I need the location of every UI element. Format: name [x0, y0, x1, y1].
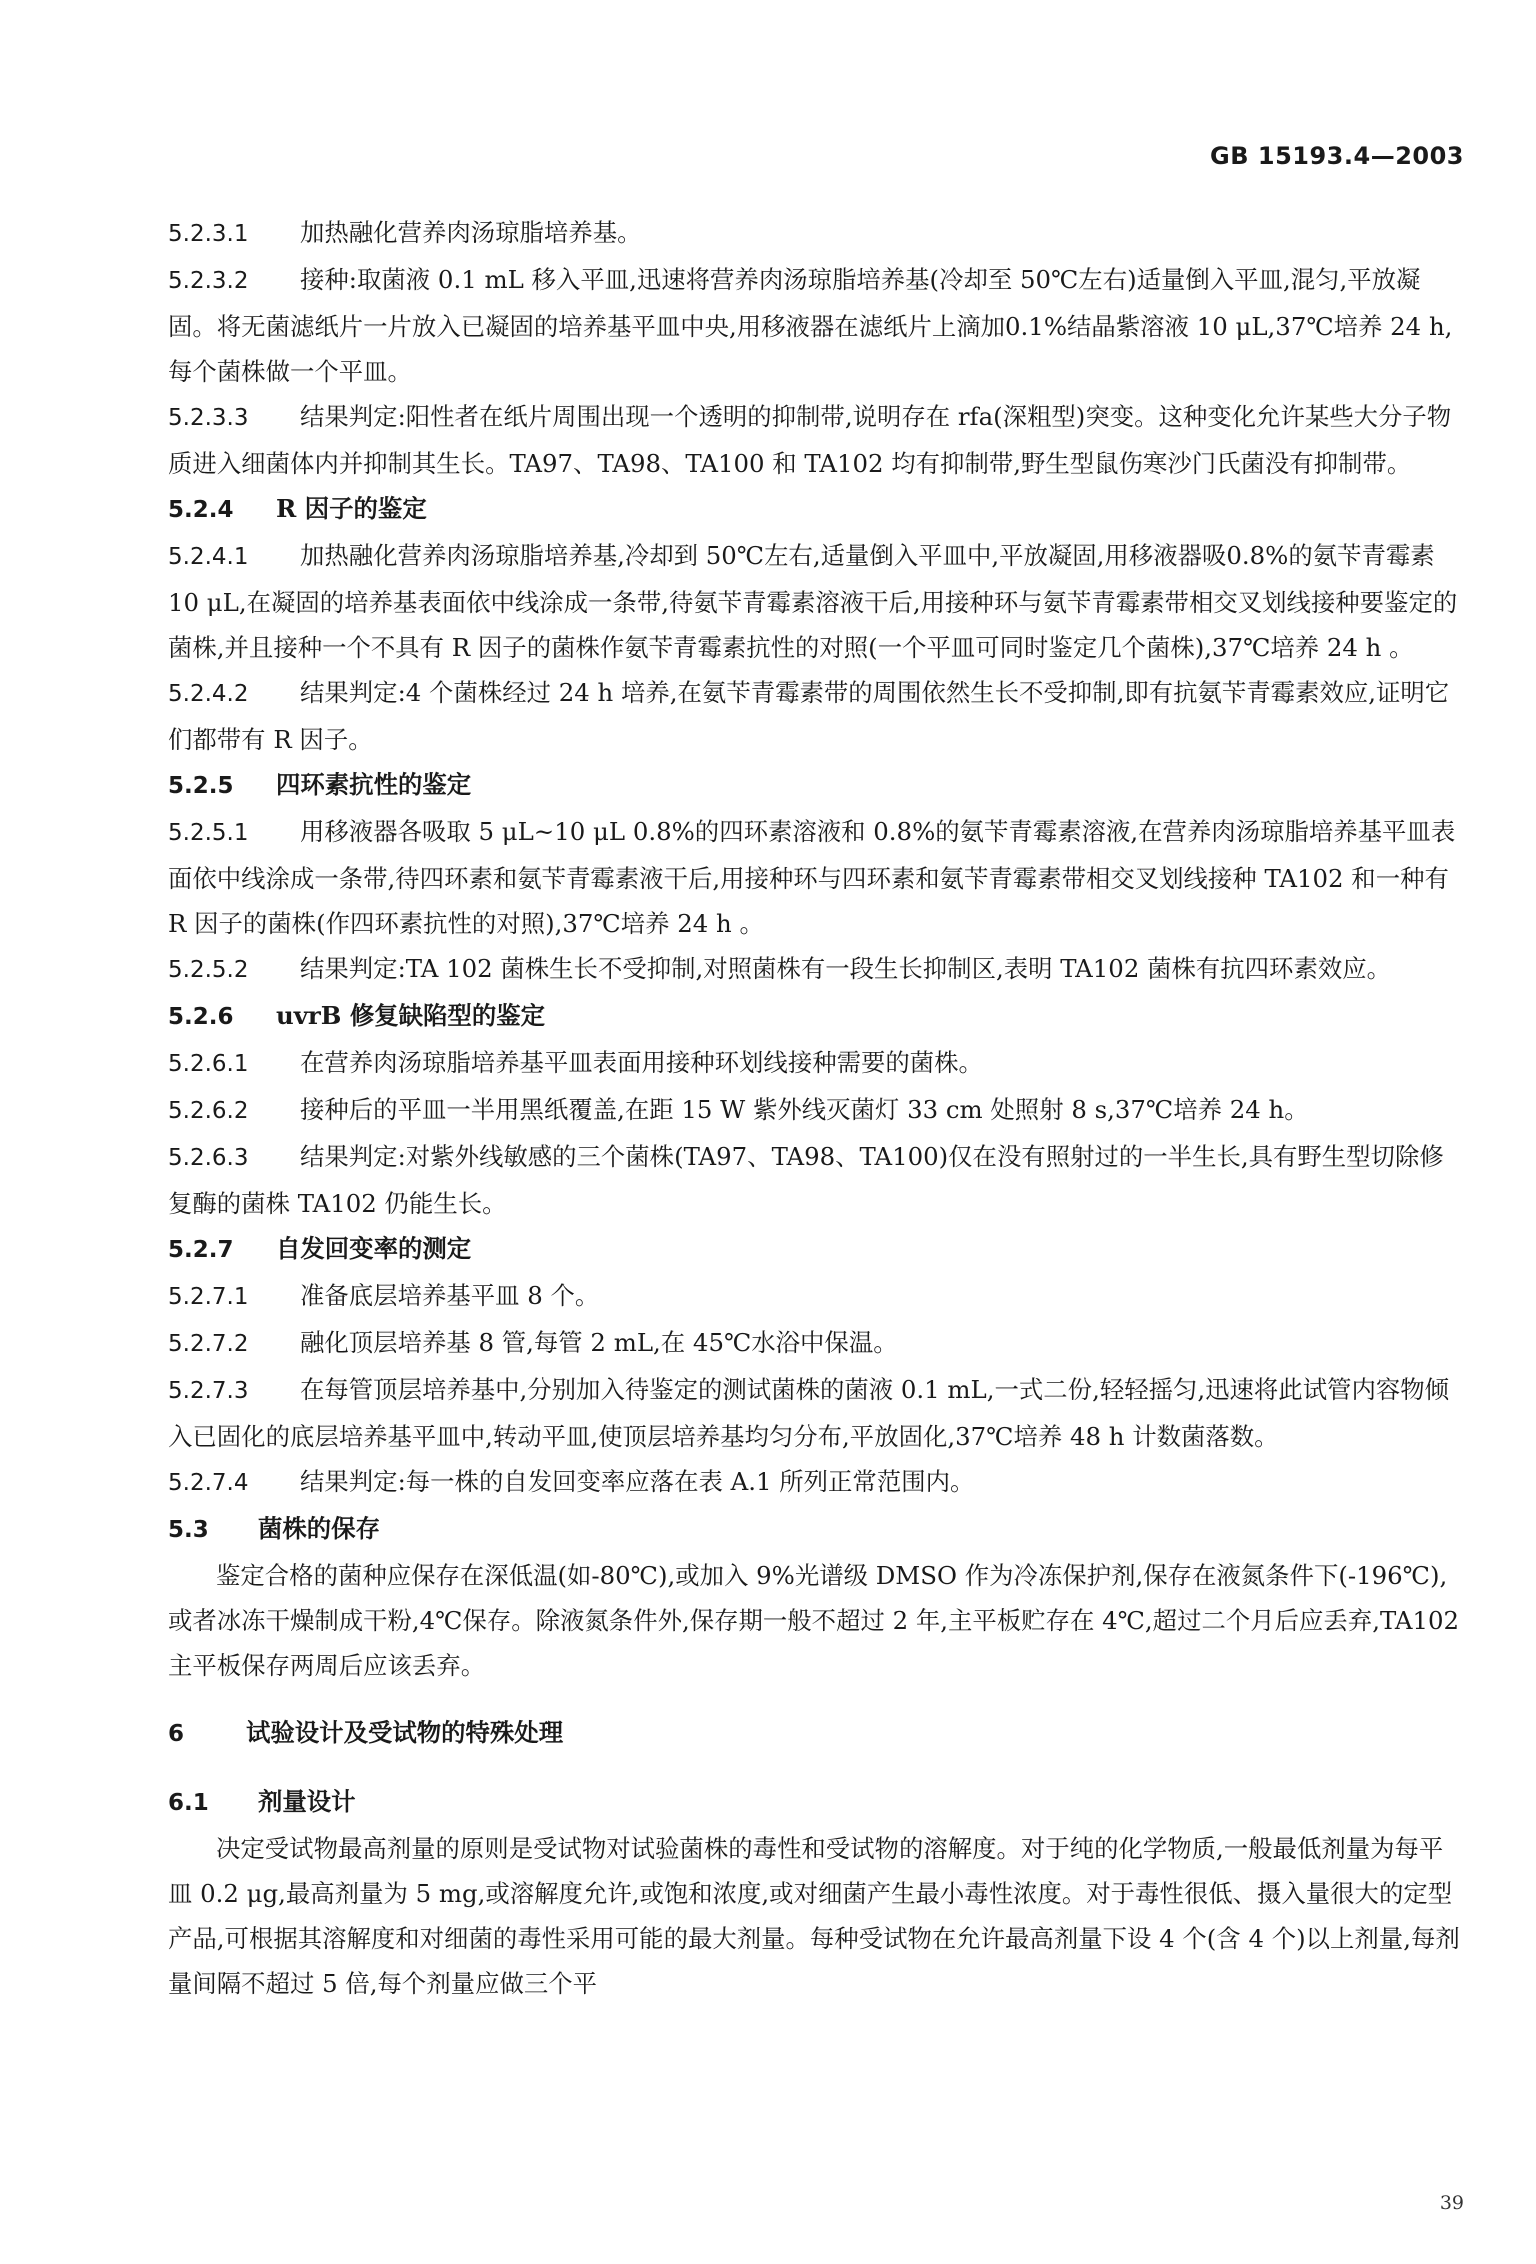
section-number: 5.2.6.2 [168, 1098, 249, 1124]
section-text: 用移液器各吸取 5 μL~10 μL 0.8%的四环素溶液和 0.8%的氨苄青霉素溶液,在营养肉汤琼脂培养基平皿表面依中线涂成一条带,待四环素和氨苄青霉素液干后,用接种环与四环素和氨苄青霉素带相交叉划线接种 TA102 和一种有 R 因子的菌株(作四环素抗性的对照),37℃培养 24 h 。 [168, 817, 1456, 938]
paragraph-text: 决定受试物最高剂量的原则是受试物对试验菌株的毒性和受试物的溶解度。对于纯的化学物质,一般最低剂量为每平皿 0.2 μg,最高剂量为 5 mg,或溶解度允许,或饱和浓度,或对细菌产生最小毒性浓度。对于毒性很低、摄入量很大的定型产品,可根据其溶解度和对细菌的毒性采用可能的最大剂量。每种受试物在允许最高剂量下设 4 个(含 4 个)以上剂量,每剂量间隔不超过 5 倍,每个剂量应做三个平 [168, 1834, 1460, 1998]
section-text: 准备底层培养基平皿 8 个。 [300, 1281, 600, 1310]
section-text: 结果判定:4 个菌株经过 24 h 培养,在氨苄青霉素带的周围依然生长不受抑制,即有抗氨苄青霉素效应,证明它们都带有 R 因子。 [168, 678, 1450, 754]
section-5-2-4-2 [168, 670, 1466, 762]
section-number: 5.2.6.3 [168, 1145, 249, 1171]
standard-code-header: GB 15193.4—2003 [1210, 142, 1464, 170]
section-number: 5.2.6 [168, 1004, 234, 1030]
section-text: 结果判定:阳性者在纸片周围出现一个透明的抑制带,说明存在 rfa(深粗型)突变。这种变化允许某些大分子物质进入细菌体内并抑制其生长。TA97、TA98、TA100 和 TA102 均有抑制带,野生型鼠伤寒沙门氏菌没有抑制带。 [168, 402, 1452, 478]
section-5-2-7-2 [168, 1320, 1466, 1367]
section-number: 6 [168, 1721, 185, 1747]
heading-5-3 [168, 1506, 1466, 1553]
section-number: 5.2.4 [168, 497, 234, 523]
section-heading: 剂量设计 [258, 1787, 356, 1816]
section-text: 结果判定:每一株的自发回变率应落在表 A.1 所列正常范围内。 [300, 1467, 975, 1496]
section-number: 5.2.7 [168, 1237, 234, 1263]
section-5-2-5-1 [168, 809, 1466, 946]
section-number: 5.2.5 [168, 773, 234, 799]
section-5-2-7-1 [168, 1273, 1466, 1320]
section-5-2-3-1 [168, 210, 1466, 257]
heading-5-2-7 [168, 1226, 1466, 1273]
section-number: 5.2.3.3 [168, 405, 249, 431]
section-5-2-7-3 [168, 1367, 1466, 1459]
heading-5-2-4 [168, 486, 1466, 533]
section-text: 在营养肉汤琼脂培养基平皿表面用接种环划线接种需要的菌株。 [300, 1048, 983, 1077]
section-number: 5.2.7.2 [168, 1331, 249, 1357]
section-heading: R 因子的鉴定 [276, 494, 427, 523]
section-5-2-3-3 [168, 394, 1466, 486]
section-text: 融化顶层培养基 8 管,每管 2 mL,在 45℃水浴中保温。 [300, 1328, 898, 1357]
section-number: 5.2.4.1 [168, 544, 249, 570]
document-body [168, 210, 1466, 2006]
section-text: 接种:取菌液 0.1 mL 移入平皿,迅速将营养肉汤琼脂培养基(冷却至 50℃左右)适量倒入平皿,混匀,平放凝固。将无菌滤纸片一片放入已凝固的培养基平皿中央,用移液器在滤纸片上滴加0.1%结晶紫溶液 10 μL,37℃培养 24 h,每个菌株做一个平皿。 [168, 265, 1453, 386]
paragraph-text: 鉴定合格的菌种应保存在深低温(如-80℃),或加入 9%光谱级 DMSO 作为冷冻保护剂,保存在液氮条件下(-196℃),或者冰冻干燥制成干粉,4℃保存。除液氮条件外,保存期一般不超过 2 年,主平板贮存在 4℃,超过二个月后应丢弃,TA102 主平板保存两周后应该丢弃。 [168, 1561, 1460, 1680]
section-5-2-5-2 [168, 946, 1466, 993]
section-text: 结果判定:对紫外线敏感的三个菌株(TA97、TA98、TA100)仅在没有照射过的一半生长,具有野生型切除修复酶的菌株 TA102 仍能生长。 [168, 1142, 1444, 1218]
section-heading: 自发回变率的测定 [276, 1234, 472, 1263]
section-text: 结果判定:TA 102 菌株生长不受抑制,对照菌株有一段生长抑制区,表明 TA102 菌株有抗四环素效应。 [300, 954, 1392, 983]
section-5-2-3-2 [168, 257, 1466, 394]
section-text: 接种后的平皿一半用黑纸覆盖,在距 15 W 紫外线灭菌灯 33 cm 处照射 8 s,37℃培养 24 h。 [300, 1095, 1309, 1124]
section-heading: 菌株的保存 [258, 1514, 380, 1543]
section-number: 5.2.7.3 [168, 1378, 249, 1404]
section-number: 5.2.6.1 [168, 1051, 249, 1077]
section-number: 5.2.7.4 [168, 1470, 249, 1496]
heading-5-2-5 [168, 762, 1466, 809]
heading-6-1 [168, 1779, 1466, 1826]
section-number: 5.2.4.2 [168, 681, 249, 707]
section-text: 在每管顶层培养基中,分别加入待鉴定的测试菌株的菌液 0.1 mL,一式二份,轻轻摇匀,迅速将此试管内容物倾入已固化的底层培养基平皿中,转动平皿,使顶层培养基均匀分布,平放固化,37℃培养 48 h 计数菌落数。 [168, 1375, 1450, 1451]
section-text: 加热融化营养肉汤琼脂培养基,冷却到 50℃左右,适量倒入平皿中,平放凝固,用移液器吸0.8%的氨苄青霉素 10 μL,在凝固的培养基表面依中线涂成一条带,待氨苄青霉素溶液干后,用接种环与氨苄青霉素带相交叉划线接种要鉴定的菌株,并且接种一个不具有 R 因子的菌株作氨苄青霉素抗性的对照(一个平皿可同时鉴定几个菌株),37℃培养 24 h 。 [168, 541, 1458, 662]
section-5-2-6-2 [168, 1087, 1466, 1134]
paragraph-strain-storage [168, 1553, 1466, 1688]
section-5-2-6-3 [168, 1134, 1466, 1226]
paragraph-dose-design [168, 1826, 1466, 2006]
heading-6 [168, 1710, 1466, 1757]
section-number: 5.2.7.1 [168, 1284, 249, 1310]
section-heading: 四环素抗性的鉴定 [276, 770, 472, 799]
section-number: 5.3 [168, 1517, 209, 1543]
section-5-2-6-1 [168, 1040, 1466, 1087]
section-5-2-7-4 [168, 1459, 1466, 1506]
section-number: 5.2.3.2 [168, 268, 249, 294]
section-text: 加热融化营养肉汤琼脂培养基。 [300, 218, 642, 247]
heading-5-2-6 [168, 993, 1466, 1040]
section-number: 5.2.5.2 [168, 957, 249, 983]
page-number: 39 [1439, 2192, 1464, 2214]
section-number: 5.2.3.1 [168, 221, 249, 247]
section-5-2-4-1 [168, 533, 1466, 670]
section-heading: 试验设计及受试物的特殊处理 [246, 1718, 564, 1747]
section-number: 5.2.5.1 [168, 820, 249, 846]
section-number: 6.1 [168, 1790, 209, 1816]
section-heading: uvrB 修复缺陷型的鉴定 [276, 1001, 545, 1030]
